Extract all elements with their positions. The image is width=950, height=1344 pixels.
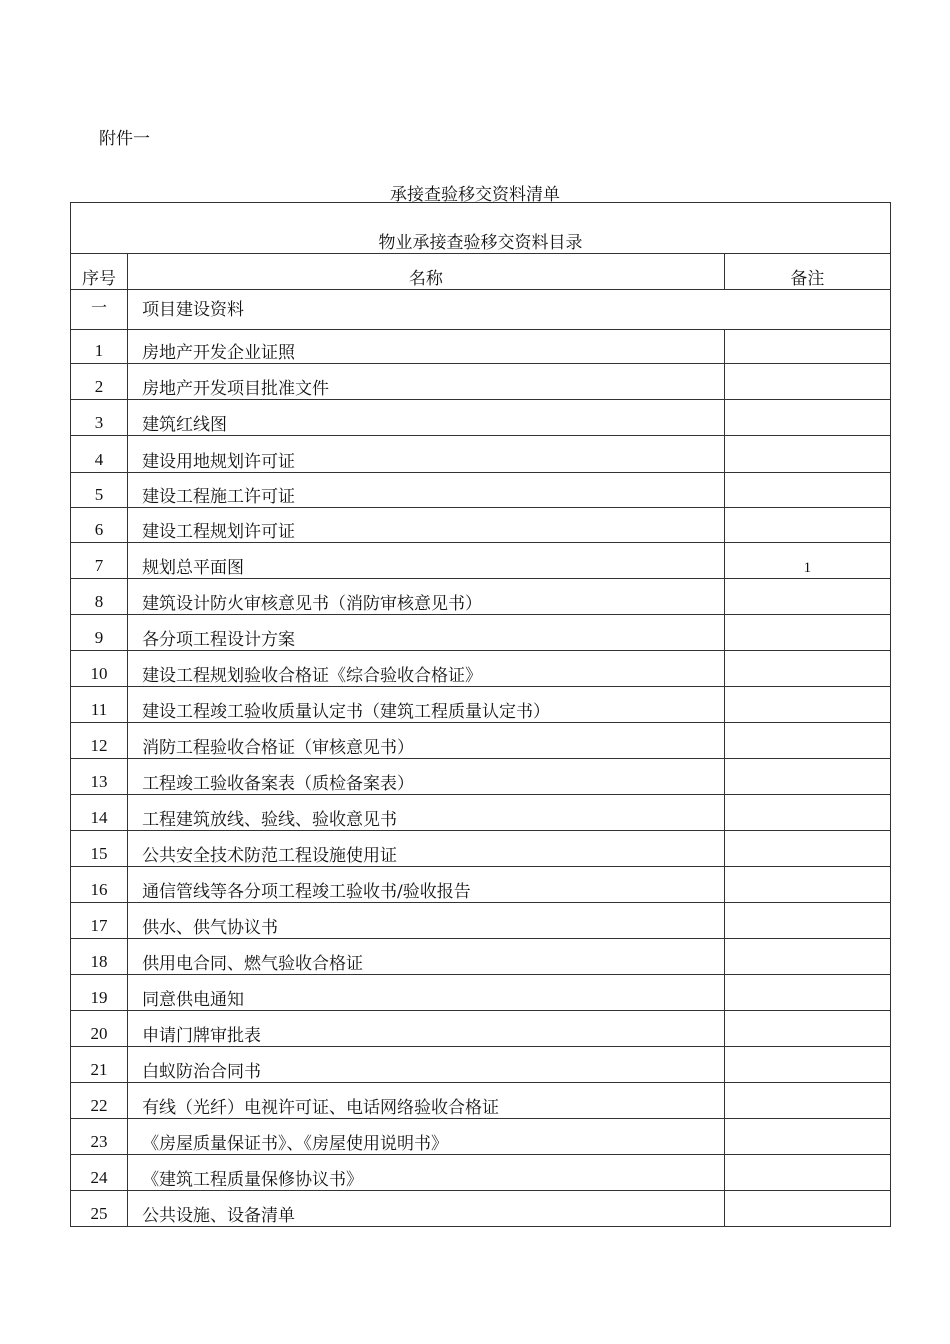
row-note xyxy=(724,795,890,831)
attachment-label: 附件一 xyxy=(99,129,150,149)
row-no: 22 xyxy=(71,1083,128,1119)
row-name: 各分项工程设计方案 xyxy=(128,615,725,651)
row-no: 10 xyxy=(71,651,128,687)
document-title: 承接查验移交资料清单 xyxy=(390,185,560,205)
row-note xyxy=(724,939,890,975)
row-name: 消防工程验收合格证（审核意见书） xyxy=(128,723,725,759)
row-note xyxy=(724,508,890,543)
table-row xyxy=(71,579,891,615)
row-note xyxy=(724,1155,890,1191)
table-row xyxy=(71,615,891,651)
row-name: 《房屋质量保证书》、《房屋使用说明书》 xyxy=(128,1119,725,1155)
row-no: 1 xyxy=(71,330,128,364)
row-note xyxy=(724,400,890,436)
table-row xyxy=(71,1155,891,1191)
table-title: 物业承接查验移交资料目录 xyxy=(71,203,891,254)
row-name: 建设工程竣工验收质量认定书（建筑工程质量认定书） xyxy=(128,687,725,723)
row-no: 15 xyxy=(71,831,128,867)
header-note: 备注 xyxy=(724,254,890,290)
header-name: 名称 xyxy=(128,254,725,290)
row-no: 2 xyxy=(71,364,128,400)
row-note xyxy=(724,1191,890,1227)
row-name: 工程建筑放线、验线、验收意见书 xyxy=(128,795,725,831)
row-no: 23 xyxy=(71,1119,128,1155)
row-no: 8 xyxy=(71,579,128,615)
row-name: 有线（光纤）电视许可证、电话网络验收合格证 xyxy=(128,1083,725,1119)
table-row xyxy=(71,831,891,867)
row-note xyxy=(724,903,890,939)
row-note xyxy=(724,579,890,615)
row-name: 公共设施、设备清单 xyxy=(128,1191,725,1227)
table-row xyxy=(71,723,891,759)
row-name: 供水、供气协议书 xyxy=(128,903,725,939)
transfer-list-table xyxy=(70,202,891,1227)
row-no: 11 xyxy=(71,687,128,723)
table-row xyxy=(71,795,891,831)
row-name: 公共安全技术防范工程设施使用证 xyxy=(128,831,725,867)
row-note xyxy=(724,473,890,508)
row-no: 24 xyxy=(71,1155,128,1191)
table-row xyxy=(71,687,891,723)
table-row xyxy=(71,651,891,687)
table-row xyxy=(71,759,891,795)
row-name: 《建筑工程质量保修协议书》 xyxy=(128,1155,725,1191)
row-name: 建筑红线图 xyxy=(128,400,725,436)
row-no: 3 xyxy=(71,400,128,436)
row-name: 建设用地规划许可证 xyxy=(128,436,725,473)
row-no: 5 xyxy=(71,473,128,508)
row-name: 建设工程施工许可证 xyxy=(128,473,725,508)
row-note xyxy=(724,615,890,651)
row-no: 18 xyxy=(71,939,128,975)
table-row xyxy=(71,975,891,1011)
table-title-row xyxy=(71,203,891,254)
row-note xyxy=(724,867,890,903)
row-name: 规划总平面图 xyxy=(128,543,725,579)
row-name: 申请门牌审批表 xyxy=(128,1011,725,1047)
row-no: 13 xyxy=(71,759,128,795)
row-note xyxy=(724,543,890,579)
table-row xyxy=(71,1083,891,1119)
row-name: 建筑设计防火审核意见书（消防审核意见书） xyxy=(128,579,725,615)
section-no: 一 xyxy=(71,290,128,330)
table-row xyxy=(71,473,891,508)
row-note xyxy=(724,1083,890,1119)
section-row xyxy=(71,290,891,330)
row-no: 16 xyxy=(71,867,128,903)
row-note xyxy=(724,687,890,723)
table-header-row xyxy=(71,254,891,290)
row-name: 通信管线等各分项工程竣工验收书/验收报告 xyxy=(128,867,725,903)
row-no: 17 xyxy=(71,903,128,939)
table-row xyxy=(71,1119,891,1155)
row-note xyxy=(724,723,890,759)
row-name: 白蚁防治合同书 xyxy=(128,1047,725,1083)
row-no: 4 xyxy=(71,436,128,473)
row-note xyxy=(724,831,890,867)
row-note xyxy=(724,364,890,400)
row-note xyxy=(724,330,890,364)
row-no: 21 xyxy=(71,1047,128,1083)
row-no: 14 xyxy=(71,795,128,831)
row-note xyxy=(724,1119,890,1155)
row-note xyxy=(724,1047,890,1083)
row-no: 7 xyxy=(71,543,128,579)
table-row xyxy=(71,903,891,939)
row-no: 19 xyxy=(71,975,128,1011)
table-row xyxy=(71,939,891,975)
table-row xyxy=(71,1011,891,1047)
row-note xyxy=(724,1011,890,1047)
row-note xyxy=(724,436,890,473)
row-name: 工程竣工验收备案表（质检备案表） xyxy=(128,759,725,795)
row-note-text: 1 xyxy=(803,560,812,576)
row-note xyxy=(724,651,890,687)
table-row xyxy=(71,436,891,473)
row-note xyxy=(724,975,890,1011)
row-name: 同意供电通知 xyxy=(128,975,725,1011)
table-row xyxy=(71,364,891,400)
row-no: 20 xyxy=(71,1011,128,1047)
row-name: 建设工程规划许可证 xyxy=(128,508,725,543)
row-note xyxy=(724,759,890,795)
table-row xyxy=(71,1047,891,1083)
row-no: 12 xyxy=(71,723,128,759)
row-name: 供用电合同、燃气验收合格证 xyxy=(128,939,725,975)
header-no: 序号 xyxy=(71,254,128,290)
row-name: 房地产开发企业证照 xyxy=(128,330,725,364)
table-row xyxy=(71,1191,891,1227)
table-row xyxy=(71,543,891,579)
section-name: 项目建设资料 xyxy=(128,290,891,330)
table-row xyxy=(71,867,891,903)
row-name: 建设工程规划验收合格证《综合验收合格证》 xyxy=(128,651,725,687)
row-no: 25 xyxy=(71,1191,128,1227)
table-row xyxy=(71,330,891,364)
table-row xyxy=(71,400,891,436)
table-row xyxy=(71,508,891,543)
row-no: 9 xyxy=(71,615,128,651)
row-name: 房地产开发项目批准文件 xyxy=(128,364,725,400)
row-no: 6 xyxy=(71,508,128,543)
